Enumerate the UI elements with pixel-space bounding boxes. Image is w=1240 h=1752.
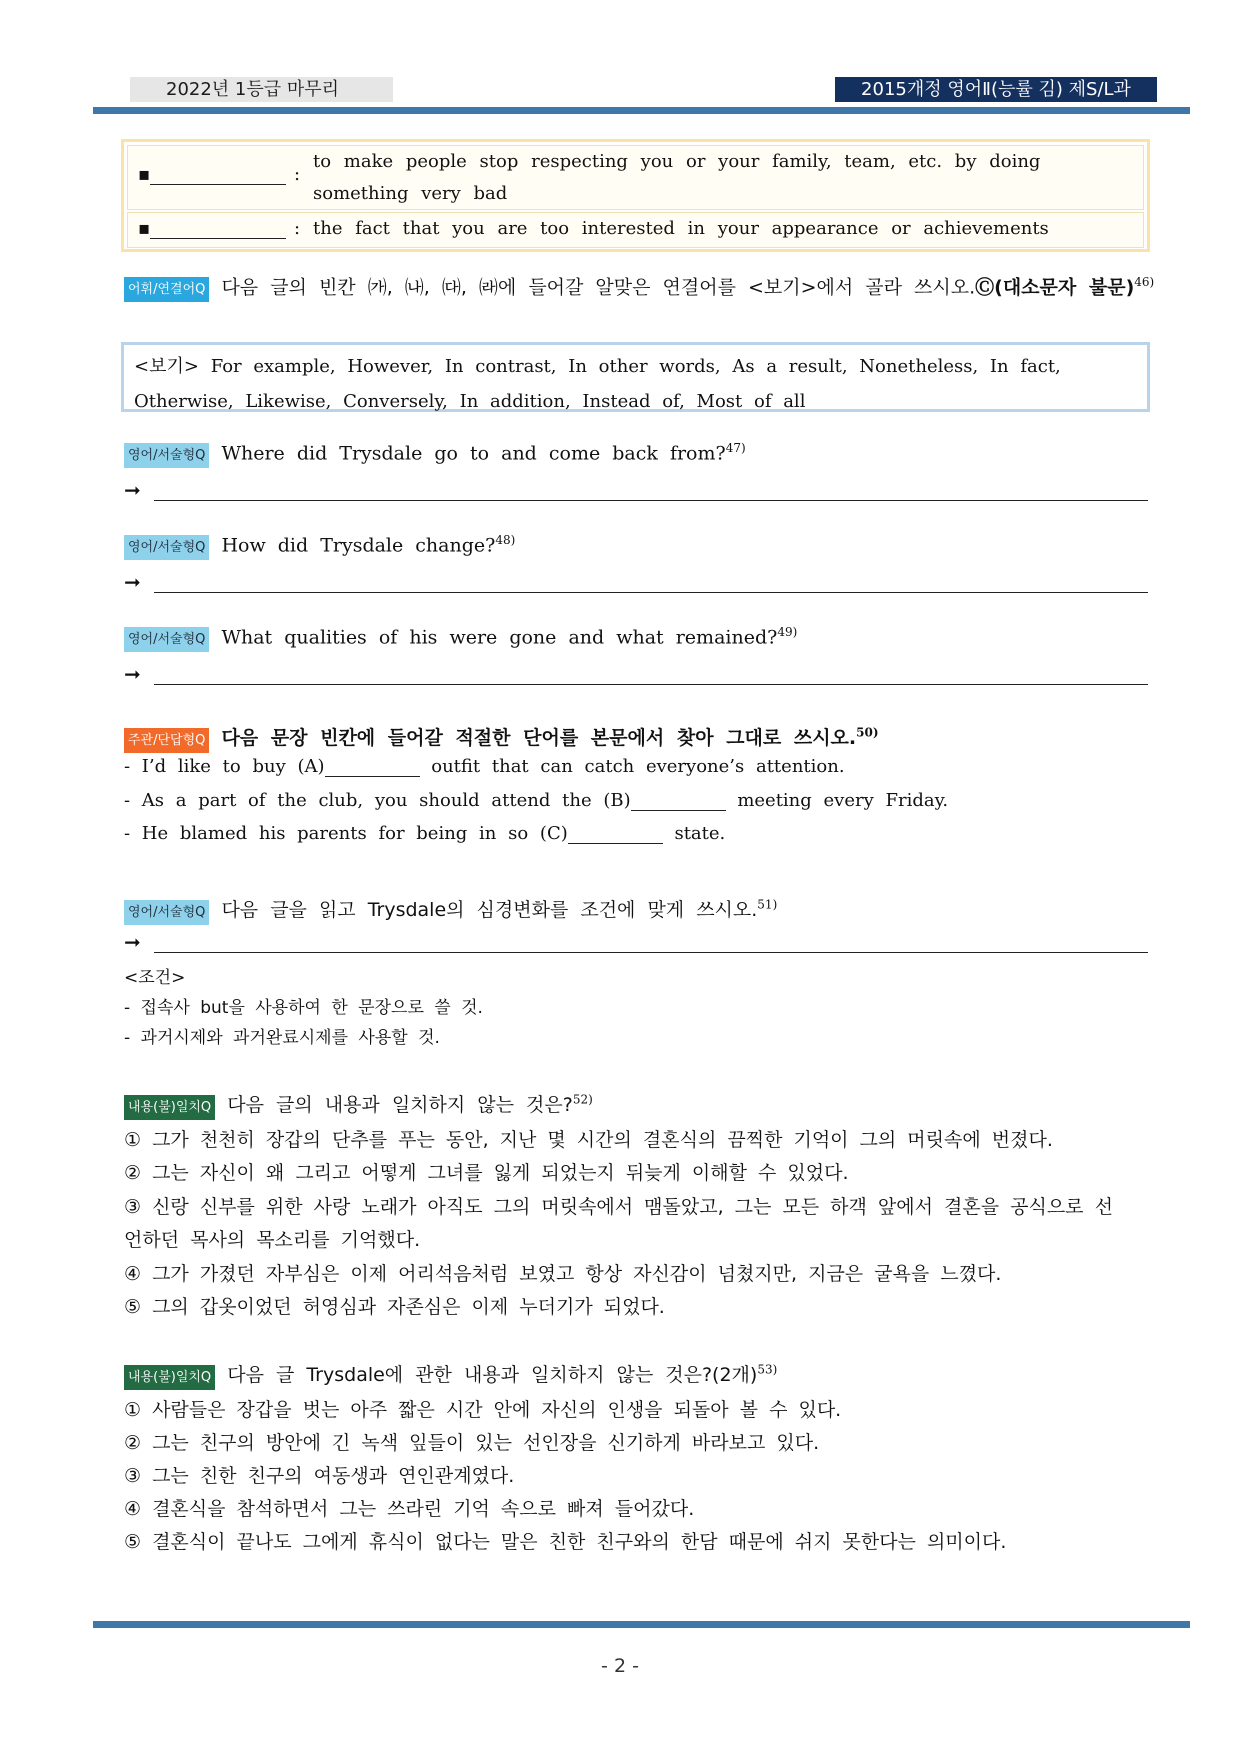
question-51 xyxy=(124,895,777,925)
vocab-bullet: ▪ xyxy=(138,218,151,239)
question-text: 다음 문장 빈칸에 들어갈 적절한 단어를 본문에서 찾아 그대로 쓰시오. xyxy=(221,727,857,749)
question-50 xyxy=(124,723,879,753)
question-49 xyxy=(124,625,797,652)
vocab-definition: to make people stop respecting you or your family, team, etc. by doing something very bad xyxy=(313,151,1041,204)
question-tag: 내용(불)일치Q xyxy=(124,1095,215,1120)
condition-title: <조건> xyxy=(124,968,186,988)
vocab-row xyxy=(127,145,1144,210)
vocab-label xyxy=(138,218,300,239)
vocab-colon: : xyxy=(293,164,301,185)
answer-line[interactable] xyxy=(154,500,1148,501)
question-tag: 어휘/연결어Q xyxy=(124,277,209,302)
question-52 xyxy=(124,1090,593,1120)
question-text: Where did Trysdale go to and come back from? xyxy=(221,442,726,465)
question-tag: 영어/서술형Q xyxy=(124,535,209,560)
header-right-title: 2015개정 영어Ⅱ(능률 김) 제S/L과 xyxy=(835,77,1157,102)
vocab-colon: : xyxy=(293,218,301,239)
sentence-blank[interactable] xyxy=(568,827,663,844)
question-text: What qualities of his were gone and what remained? xyxy=(221,626,778,649)
question-number: 46) xyxy=(1134,275,1155,289)
answer-choice[interactable]: ④ 그가 가졌던 자부심은 이제 어리석음처럼 보였고 항상 자신감이 넘쳤지만, 지금은 굴욕을 느꼈다. xyxy=(124,1263,1002,1285)
question-tag: 영어/서술형Q xyxy=(124,900,209,925)
answer-arrow-icon: ➞ xyxy=(124,570,141,594)
question-number: 53) xyxy=(757,1362,778,1377)
vocab-box xyxy=(121,139,1150,252)
question-tag: 내용(불)일치Q xyxy=(124,1365,215,1390)
answer-choice[interactable]: ③ 신랑 신부를 위한 사랑 노래가 아직도 그의 머릿속에서 맴돌았고, 그는 모든 하객 앞에서 결혼을 공식으로 선 xyxy=(124,1196,1113,1218)
options-box xyxy=(121,342,1150,412)
vocab-bullet: ▪ xyxy=(138,164,151,185)
question-text: How did Trysdale change? xyxy=(221,534,496,557)
vocab-definition: the fact that you are too interested in your appearance or achievements xyxy=(313,218,1049,239)
question-number: 47) xyxy=(725,441,746,455)
answer-choice-continued: 언하던 목사의 목소리를 기억했다. xyxy=(124,1229,421,1251)
sentence-blank[interactable] xyxy=(325,760,420,777)
answer-arrow-icon: ➞ xyxy=(124,662,141,686)
answer-choice[interactable]: ③ 그는 친한 친구의 여동생과 연인관계였다. xyxy=(124,1465,515,1487)
vocab-label xyxy=(138,164,300,185)
sentence-end: outfit that can catch everyone’s attention. xyxy=(419,756,845,777)
answer-line[interactable] xyxy=(154,952,1148,953)
header-rule xyxy=(93,107,1190,114)
options-list: For example, However, In contrast, In other words, As a result, Nonetheless, In fact, Otherwise, Likewise, Conversely, In addition, Instead of, Most of all xyxy=(134,356,1061,412)
question-48 xyxy=(124,533,515,560)
sentence-start: - He blamed his parents for being in so (C) xyxy=(124,823,568,844)
question-text: 다음 글 Trysdale에 관한 내용과 일치하지 않는 것은?(2개) xyxy=(227,1364,758,1386)
question-number: 50) xyxy=(856,725,879,740)
answer-choice[interactable]: ② 그는 자신이 왜 그리고 어떻게 그녀를 잃게 되었는지 뒤늦게 이해할 수 있었다. xyxy=(124,1162,849,1184)
options-label: <보기> xyxy=(134,356,199,377)
vocab-blank[interactable] xyxy=(150,220,286,239)
answer-choice[interactable]: ⑤ 그의 갑옷이었던 허영심과 자존심은 이제 누더기가 되었다. xyxy=(124,1296,665,1318)
answer-choice[interactable]: ① 사람들은 장갑을 벗는 아주 짧은 시간 안에 자신의 인생을 되돌아 볼 수 있다. xyxy=(124,1399,842,1421)
answer-arrow-icon: ➞ xyxy=(124,478,141,502)
question-text: 다음 글의 빈칸 ㈎, ㈏, ㈐, ㈑에 들어갈 알맞은 연결어를 <보기>에서 골라 쓰시오. xyxy=(221,276,976,299)
answer-choice[interactable]: ② 그는 친구의 방안에 긴 녹색 잎들이 있는 선인장을 신기하게 바라보고 있다. xyxy=(124,1432,820,1454)
question-46 xyxy=(124,266,1164,303)
question-tag: 영어/서술형Q xyxy=(124,627,209,652)
header-left-title: 2022년 1등급 마무리 xyxy=(130,77,393,102)
question-number: 52) xyxy=(572,1092,593,1107)
condition-item: - 접속사 but을 사용하여 한 문장으로 쓸 것. xyxy=(124,998,483,1018)
sentence-end: state. xyxy=(662,823,726,844)
footer-rule xyxy=(93,1621,1190,1628)
question-number: 51) xyxy=(757,897,778,912)
answer-line[interactable] xyxy=(154,684,1148,685)
question-note: Ⓒ(대소문자 불문) xyxy=(975,276,1135,299)
question-text: 다음 글의 내용과 일치하지 않는 것은? xyxy=(227,1094,573,1116)
answer-choice[interactable]: ⑤ 결혼식이 끝나도 그에게 휴식이 없다는 말은 친한 친구와의 한담 때문에 쉬지 못한다는 의미이다. xyxy=(124,1531,1007,1553)
sentence-end: meeting every Friday. xyxy=(725,790,949,811)
vocab-blank[interactable] xyxy=(150,166,286,185)
fill-sentence xyxy=(124,790,948,811)
condition-item: - 과거시제와 과거완료시제를 사용할 것. xyxy=(124,1028,440,1048)
answer-choice[interactable]: ④ 결혼식을 참석하면서 그는 쓰라린 기억 속으로 빠져 들어갔다. xyxy=(124,1498,695,1520)
answer-line[interactable] xyxy=(154,592,1148,593)
question-number: 48) xyxy=(495,533,516,547)
sentence-start: - As a part of the club, you should attend the (B) xyxy=(124,790,631,811)
sentence-start: - I’d like to buy (A) xyxy=(124,756,325,777)
question-47 xyxy=(124,441,746,468)
fill-sentence xyxy=(124,823,725,844)
fill-sentence xyxy=(124,756,845,777)
answer-choice[interactable]: ① 그가 천천히 장갑의 단추를 푸는 동안, 지난 몇 시간의 결혼식의 끔찍한 기억이 그의 머릿속에 번졌다. xyxy=(124,1129,1053,1151)
question-number: 49) xyxy=(777,625,798,639)
question-tag: 주관/단답형Q xyxy=(124,728,209,753)
sentence-blank[interactable] xyxy=(631,794,726,811)
question-53 xyxy=(124,1360,777,1390)
question-text: 다음 글을 읽고 Trysdale의 심경변화를 조건에 맞게 쓰시오. xyxy=(221,899,758,921)
answer-arrow-icon: ➞ xyxy=(124,930,141,954)
page-number: - 2 - xyxy=(601,1655,639,1677)
vocab-row xyxy=(127,212,1144,248)
question-tag: 영어/서술형Q xyxy=(124,443,209,468)
